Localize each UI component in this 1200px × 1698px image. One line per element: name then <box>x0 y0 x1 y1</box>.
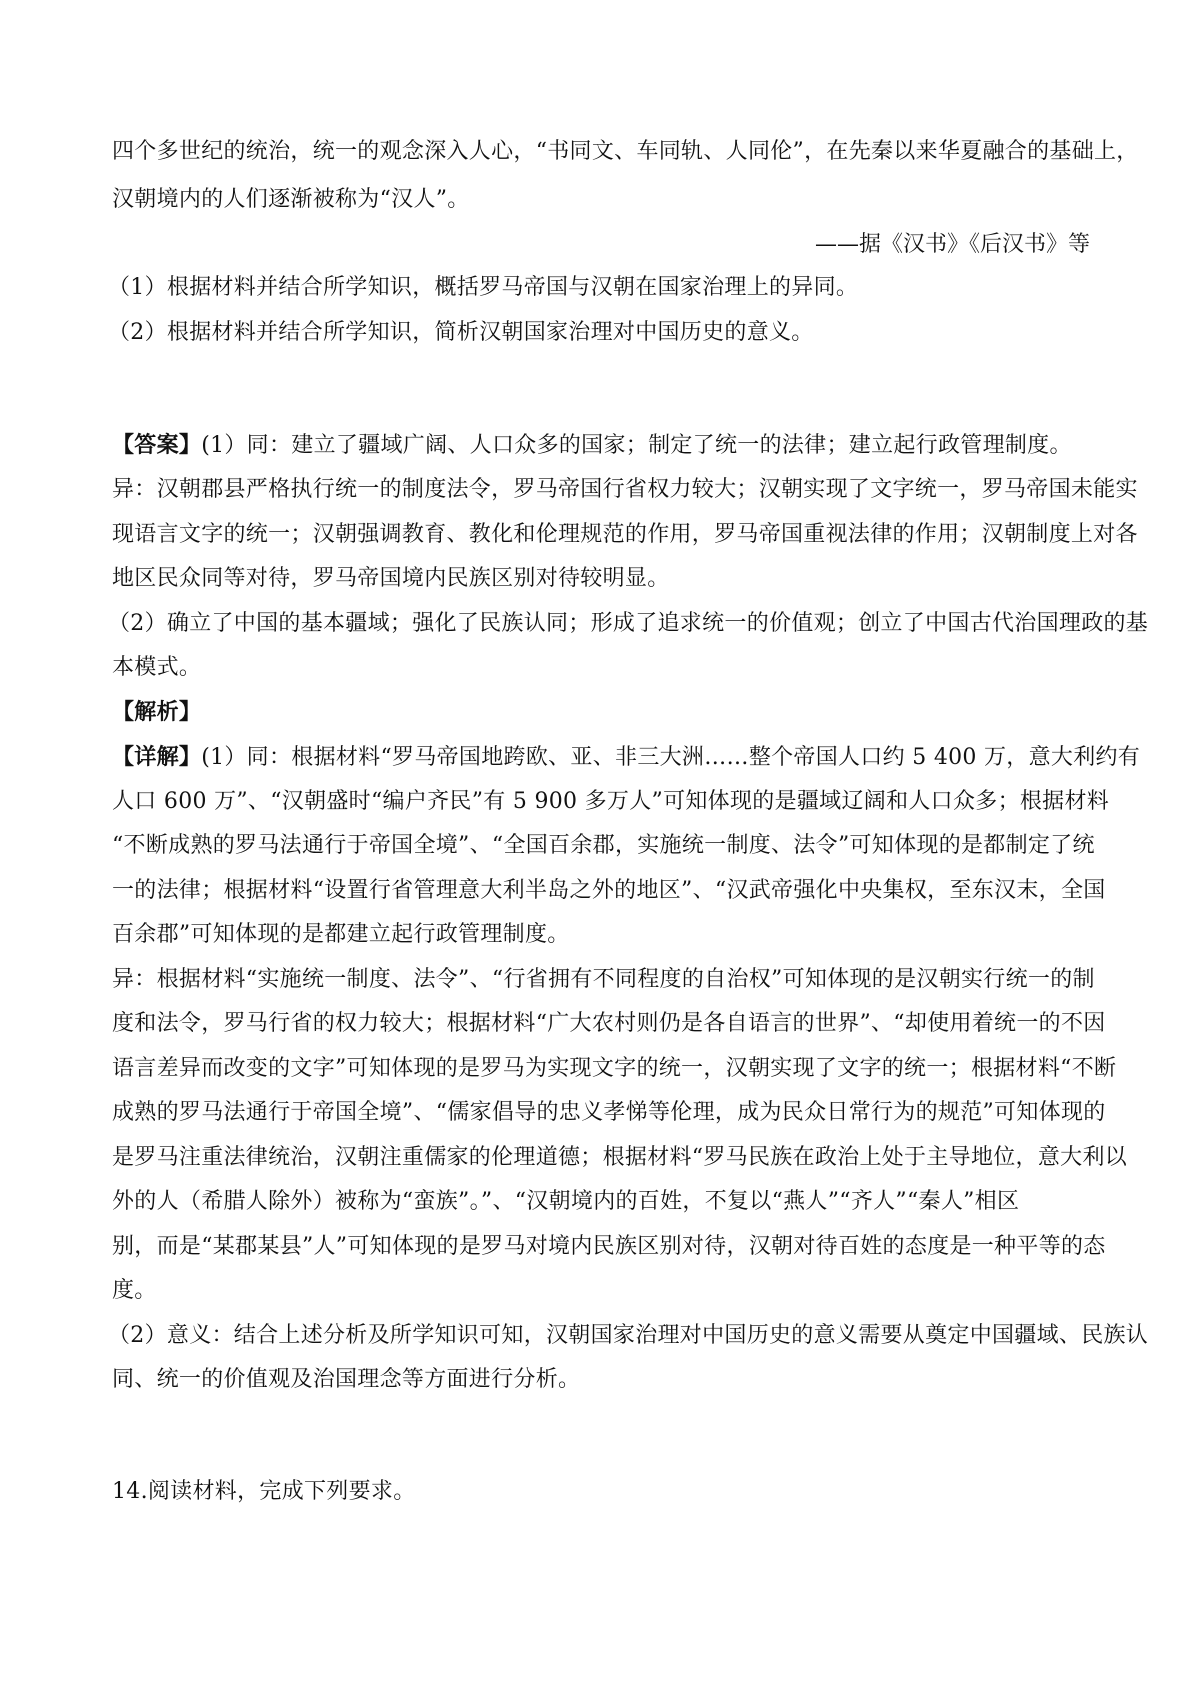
next-question: 14.阅读材料，完成下列要求。 <box>112 1479 416 1504</box>
detail-first: (1）同：根据材料“罗马帝国地跨欧、亚、非三大洲……整个帝国人口约 5 400 万，意大利约有 <box>201 745 1141 770</box>
detail-line: “不断成熟的罗马法通行于帝国全境”、“全国百余郡，实施统一制度、法令”可知体现的是都制定了统 <box>112 833 1095 858</box>
detail-line: 人口 600 万”、“汉朝盛时“编户齐民”有 5 900 多万人”可知体现的是疆域辽阔和人口众多；根据材料 <box>112 789 1110 814</box>
material-line: 四个多世纪的统治，统一的观念深入人心，“书同文、车同轨、人同伦”，在先秦以来华夏融合的基础上， <box>112 139 1139 164</box>
material-source: ——据《汉书》《后汉书》等 <box>814 232 1090 257</box>
analysis-diff-line: 度和法令，罗马行省的权力较大；根据材料“广大农村则仍是各自语言的世界”、“却使用着统一的不因 <box>112 1011 1106 1036</box>
analysis-diff-line: 成熟的罗马法通行于帝国全境”、“儒家倡导的忠义孝悌等伦理，成为民众日常行为的规范”可知体现的 <box>112 1100 1106 1125</box>
analysis-diff-line: 外的人（希腊人除外）被称为“蛮族”。”、“汉朝境内的百姓，不复以“燕人”“齐人”“秦人”相区 <box>112 1189 1020 1214</box>
material-line: 汉朝境内的人们逐渐被称为“汉人”。 <box>112 187 470 212</box>
answer-diff-line: 异：汉朝郡县严格执行统一的制度法令，罗马帝国行省权力较大；汉朝实现了文字统一，罗马帝国未能实 <box>112 477 1138 502</box>
analysis-diff-line: 异：根据材料“实施统一制度、法令”、“行省拥有不同程度的自治权”可知体现的是汉朝实行统一的制 <box>112 967 1095 992</box>
answer-part2-line: （2）确立了中国的基本疆域；强化了民族认同；形成了追求统一的价值观；创立了中国古代治国理政的基 <box>108 611 1149 636</box>
question-1: （1）根据材料并结合所学知识，概括罗马帝国与汉朝在国家治理上的异同。 <box>108 275 859 300</box>
analysis-diff-line: 度。 <box>112 1278 157 1303</box>
detail-line: 百余郡”可知体现的是都建立起行政管理制度。 <box>112 922 570 947</box>
answer-label: 【答案】 <box>112 432 202 458</box>
detail-label: 【详解】 <box>112 744 202 770</box>
detail-line-1 <box>112 742 1140 773</box>
analysis-diff-line: 是罗马注重法律统治，汉朝注重儒家的伦理道德；根据材料“罗马民族在政治上处于主导地位，意大利以 <box>112 1145 1128 1170</box>
analysis-part2-line: （2）意义：结合上述分析及所学知识可知，汉朝国家治理对中国历史的意义需要从奠定中国疆域、民族认 <box>108 1323 1149 1348</box>
answer-diff-line: 地区民众同等对待，罗马帝国境内民族区别对待较明显。 <box>112 566 670 591</box>
answer-part1: (1）同：建立了疆域广阔、人口众多的国家；制定了统一的法律；建立起行政管理制度。 <box>201 433 1072 458</box>
analysis-part2-line: 同、统一的价值观及治国理念等方面进行分析。 <box>112 1367 581 1392</box>
analysis-label: 【解析】 <box>112 699 202 725</box>
analysis-diff-line: 别，而是“某郡某县”人”可知体现的是罗马对境内民族区别对待，汉朝对待百姓的态度是一种平等的态 <box>112 1234 1106 1259</box>
detail-line: 一的法律；根据材料“设置行省管理意大利半岛之外的地区”、“汉武帝强化中央集权，至东汉末，全国 <box>112 878 1106 903</box>
answer-line-1 <box>112 430 1072 461</box>
answer-diff-line: 现语言文字的统一；汉朝强调教育、教化和伦理规范的作用，罗马帝国重视法律的作用；汉朝制度上对各 <box>112 522 1138 547</box>
analysis-diff-line: 语言差异而改变的文字”可知体现的是罗马为实现文字的统一，汉朝实现了文字的统一；根据材料“不断 <box>112 1056 1117 1081</box>
question-2: （2）根据材料并结合所学知识，简析汉朝国家治理对中国历史的意义。 <box>108 320 814 345</box>
answer-part2-line: 本模式。 <box>112 655 202 680</box>
